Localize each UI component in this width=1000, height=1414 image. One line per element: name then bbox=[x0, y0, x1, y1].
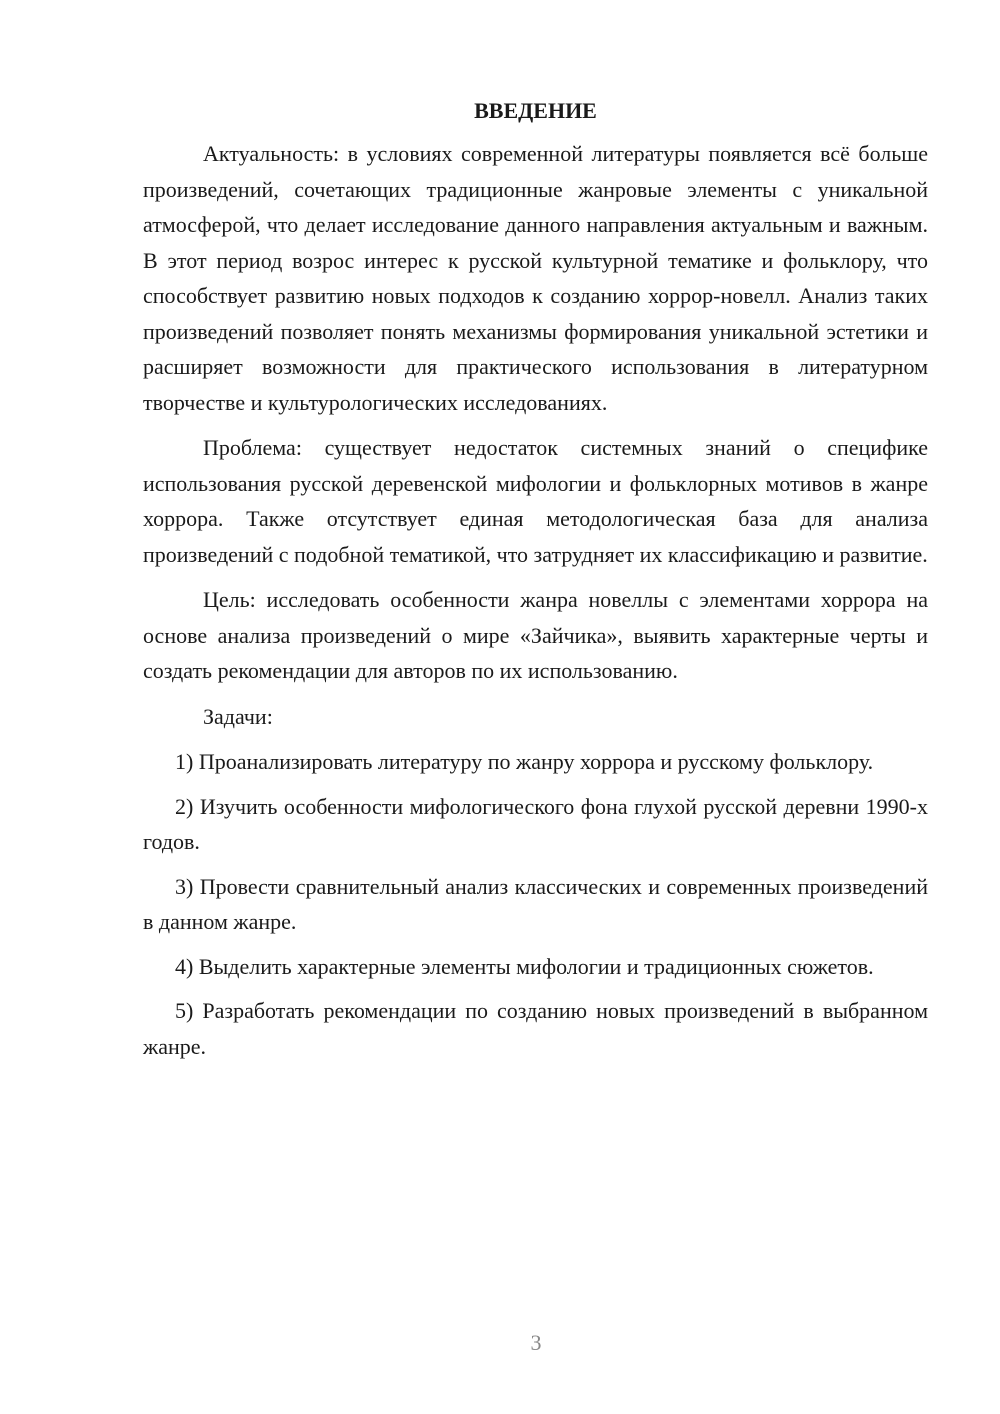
tasks-list bbox=[143, 744, 928, 1064]
document-page bbox=[143, 96, 928, 1073]
task-item-3: 3) Провести сравнительный анализ классических и современных произведений в данном жанре. bbox=[143, 873, 928, 934]
task-item-4: 4) Выделить характерные элементы мифологии и традиционных сюжетов. bbox=[175, 953, 874, 979]
task-item-1: 1) Проанализировать литературу по жанру хоррора и русскому фольклору. bbox=[175, 749, 874, 774]
paragraph-goal: Цель: исследовать особенности жанра новеллы с элементами хоррора на основе анализа произведений о мире «Зайчика», выявить характерные черты и создать рекомендации для авторов по их использованию. bbox=[143, 587, 928, 683]
section-heading: ВВЕДЕНИЕ bbox=[474, 98, 597, 123]
tasks-label: Задачи: bbox=[203, 703, 273, 729]
paragraph-problem: Проблема: существует недостаток системных знаний о специфике использования русской деревенской мифологии и фольклорных мотивов в жанре хоррора. Также отсутствует единая методологическая база для анализа произведений с подобной тематикой, что затрудняет их классификацию и развитие. bbox=[143, 435, 928, 567]
page-number: 3 bbox=[530, 1330, 542, 1355]
task-item-2: 2) Изучить особенности мифологического фона глухой русской деревни 1990-х годов. bbox=[143, 793, 928, 854]
task-item-5: 5) Разработать рекомендации по созданию новых произведений в выбранном жанре. bbox=[143, 998, 928, 1059]
paragraph-relevance: Актуальность: в условиях современной литературы появляется всё больше произведений, сочетающих традиционные жанровые элементы с уникальной атмосферой, что делает исследование данного направления актуальным и важным. В этот период возрос интерес к русской культурной тематике и фольклору, что способствует развитию новых подходов к созданию хоррор-новелл. Анализ таких произведений позволяет понять механизмы формирования уникальной эстетики и расширяет возможности для практического использования в литературном творчестве и культурологических исследованиях. bbox=[143, 141, 928, 415]
